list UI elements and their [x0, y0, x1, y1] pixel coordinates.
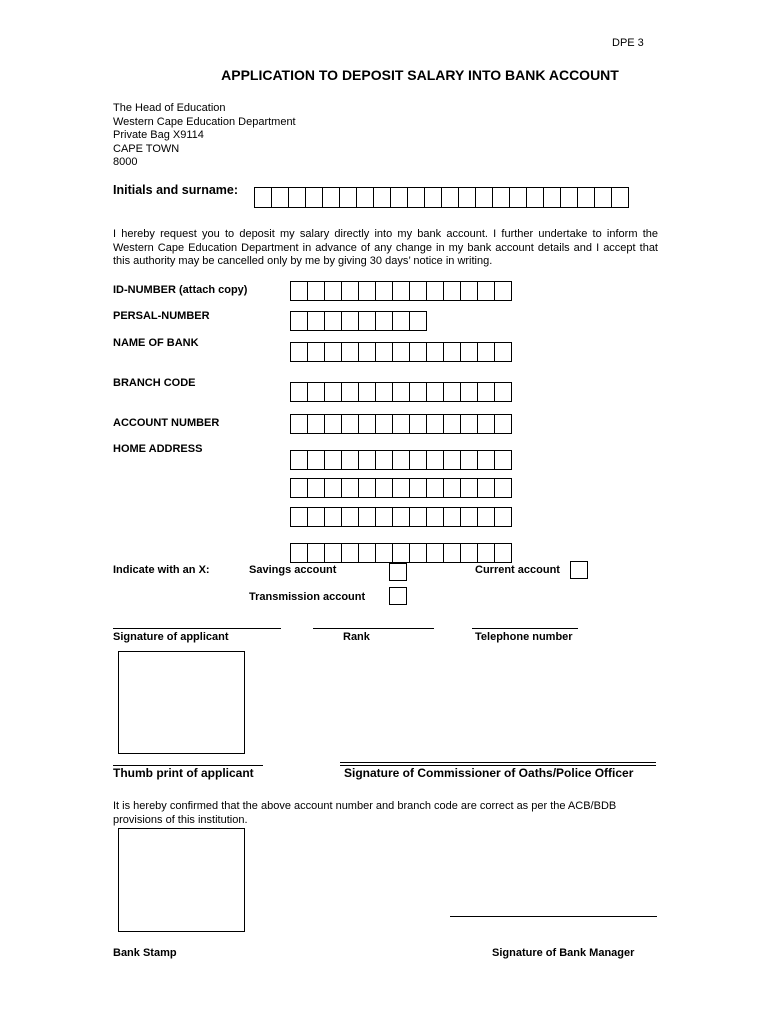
char-box[interactable]: [492, 187, 510, 208]
confirmation-paragraph: It is hereby confirmed that the above account number and branch code are correct as per the ACB/BDB provisions of this institution.: [113, 800, 617, 826]
char-box[interactable]: [392, 478, 410, 498]
home-address-line-2[interactable]: [290, 478, 511, 498]
char-box[interactable]: [494, 543, 512, 563]
char-box[interactable]: [324, 342, 342, 362]
char-box[interactable]: [341, 543, 359, 563]
char-box[interactable]: [458, 187, 476, 208]
char-box[interactable]: [426, 382, 444, 402]
char-box[interactable]: [254, 187, 272, 208]
char-box[interactable]: [426, 342, 444, 362]
address-line-4: CAPE TOWN: [113, 142, 180, 155]
char-box[interactable]: [594, 187, 612, 208]
char-box[interactable]: [305, 187, 323, 208]
char-box[interactable]: [409, 450, 427, 470]
char-box[interactable]: [375, 450, 393, 470]
char-box[interactable]: [460, 382, 478, 402]
persal-number-field[interactable]: [290, 311, 426, 331]
char-box[interactable]: [441, 187, 459, 208]
char-box[interactable]: [443, 543, 461, 563]
char-box[interactable]: [341, 281, 359, 301]
commissioner-signature-label: Signature of Commissioner of Oaths/Police Officer: [344, 766, 634, 780]
char-box[interactable]: [307, 543, 325, 563]
char-box[interactable]: [390, 187, 408, 208]
char-box[interactable]: [290, 450, 308, 470]
char-box[interactable]: [324, 281, 342, 301]
char-box[interactable]: [324, 450, 342, 470]
address-line-5: 8000: [113, 156, 138, 168]
char-box[interactable]: [290, 507, 308, 527]
char-box[interactable]: [341, 311, 359, 331]
char-box[interactable]: [494, 507, 512, 527]
char-box[interactable]: [409, 311, 427, 331]
char-box[interactable]: [375, 342, 393, 362]
telephone-label: Telephone number: [475, 631, 573, 643]
char-box[interactable]: [271, 187, 289, 208]
char-box[interactable]: [341, 507, 359, 527]
char-box[interactable]: [426, 281, 444, 301]
char-box[interactable]: [407, 187, 425, 208]
char-box[interactable]: [443, 382, 461, 402]
char-box[interactable]: [409, 342, 427, 362]
char-box[interactable]: [375, 382, 393, 402]
applicant-signature-label: Signature of applicant: [113, 631, 229, 643]
char-box[interactable]: [443, 281, 461, 301]
char-box[interactable]: [509, 187, 527, 208]
char-box[interactable]: [324, 543, 342, 563]
char-box[interactable]: [290, 543, 308, 563]
form-code: DPE 3: [612, 37, 644, 49]
char-box[interactable]: [358, 543, 376, 563]
char-box[interactable]: [358, 414, 376, 434]
char-box[interactable]: [392, 311, 410, 331]
char-box[interactable]: [358, 311, 376, 331]
char-box[interactable]: [392, 281, 410, 301]
char-box[interactable]: [288, 187, 306, 208]
char-box[interactable]: [460, 342, 478, 362]
char-box[interactable]: [426, 450, 444, 470]
char-box[interactable]: [460, 450, 478, 470]
thumb-print-label: Thumb print of applicant: [113, 766, 254, 780]
char-box[interactable]: [443, 450, 461, 470]
char-box[interactable]: [477, 543, 495, 563]
char-box[interactable]: [494, 478, 512, 498]
char-box[interactable]: [307, 478, 325, 498]
char-box[interactable]: [307, 450, 325, 470]
char-box[interactable]: [494, 281, 512, 301]
telephone-line[interactable]: [472, 628, 578, 629]
initials-label: Initials and surname:: [113, 183, 239, 197]
char-box[interactable]: [307, 281, 325, 301]
char-box[interactable]: [494, 342, 512, 362]
char-box[interactable]: [494, 414, 512, 434]
char-box[interactable]: [526, 187, 544, 208]
char-box[interactable]: [494, 450, 512, 470]
char-box[interactable]: [477, 382, 495, 402]
char-box[interactable]: [460, 281, 478, 301]
savings-account-label: Savings account: [249, 564, 337, 576]
bank-manager-signature-line[interactable]: [450, 916, 657, 917]
char-box[interactable]: [356, 187, 374, 208]
char-box[interactable]: [358, 382, 376, 402]
char-box[interactable]: [341, 382, 359, 402]
address-line-1: The Head of Education: [113, 102, 226, 114]
home-address-line-3[interactable]: [290, 507, 511, 527]
char-box[interactable]: [375, 478, 393, 498]
rank-label: Rank: [343, 631, 370, 643]
savings-account-checkbox[interactable]: [389, 563, 407, 581]
indicate-label: Indicate with an X:: [113, 564, 210, 576]
char-box[interactable]: [290, 342, 308, 362]
char-box[interactable]: [477, 478, 495, 498]
char-box[interactable]: [543, 187, 561, 208]
transmission-account-checkbox[interactable]: [389, 587, 407, 605]
account-number-field[interactable]: [290, 414, 511, 434]
char-box[interactable]: [477, 507, 495, 527]
char-box[interactable]: [477, 414, 495, 434]
char-box[interactable]: [426, 507, 444, 527]
applicant-signature-line[interactable]: [113, 628, 281, 629]
char-box[interactable]: [443, 478, 461, 498]
char-box[interactable]: [358, 450, 376, 470]
branch-code-field[interactable]: [290, 382, 511, 402]
char-box[interactable]: [324, 414, 342, 434]
char-box[interactable]: [324, 382, 342, 402]
char-box[interactable]: [475, 187, 493, 208]
char-box[interactable]: [460, 414, 478, 434]
request-paragraph: I hereby request you to deposit my salary directly into my bank account. I further undertake to inform the Western Cape Education Department in advance of any change in my bank account details and I accept that this authority may be cancelled only by me by giving 30 days’ notice in writing.: [113, 228, 658, 267]
home-address-line-1[interactable]: [290, 450, 511, 470]
char-box[interactable]: [477, 342, 495, 362]
char-box[interactable]: [307, 311, 325, 331]
char-box[interactable]: [426, 478, 444, 498]
char-box[interactable]: [460, 478, 478, 498]
account-number-label: ACCOUNT NUMBER: [113, 417, 220, 429]
char-box[interactable]: [409, 507, 427, 527]
char-box[interactable]: [324, 478, 342, 498]
char-box[interactable]: [375, 311, 393, 331]
name-of-bank-field[interactable]: [290, 342, 511, 362]
name-of-bank-label: NAME OF BANK: [113, 337, 199, 349]
char-box[interactable]: [409, 382, 427, 402]
char-box[interactable]: [443, 342, 461, 362]
rank-line[interactable]: [313, 628, 434, 629]
page-title: APPLICATION TO DEPOSIT SALARY INTO BANK ACCOUNT: [221, 67, 619, 83]
char-box[interactable]: [339, 187, 357, 208]
char-box[interactable]: [443, 507, 461, 527]
char-box[interactable]: [375, 414, 393, 434]
char-box[interactable]: [409, 478, 427, 498]
char-box[interactable]: [341, 342, 359, 362]
id-number-label: ID-NUMBER (attach copy): [113, 284, 248, 296]
char-box[interactable]: [426, 414, 444, 434]
char-box[interactable]: [307, 507, 325, 527]
address-line-3: Private Bag X9114: [113, 129, 204, 141]
char-box[interactable]: [290, 281, 308, 301]
char-box[interactable]: [341, 414, 359, 434]
char-box[interactable]: [307, 382, 325, 402]
char-box[interactable]: [443, 414, 461, 434]
char-box[interactable]: [290, 478, 308, 498]
char-box[interactable]: [307, 414, 325, 434]
char-box[interactable]: [392, 450, 410, 470]
char-box[interactable]: [375, 543, 393, 563]
current-account-label: Current account: [475, 564, 560, 576]
char-box[interactable]: [341, 478, 359, 498]
char-box[interactable]: [577, 187, 595, 208]
bank-manager-label: Signature of Bank Manager: [492, 947, 635, 959]
char-box[interactable]: [426, 543, 444, 563]
char-box[interactable]: [375, 281, 393, 301]
initials-surname-field[interactable]: [254, 187, 628, 208]
char-box[interactable]: [392, 543, 410, 563]
char-box[interactable]: [477, 450, 495, 470]
char-box[interactable]: [409, 414, 427, 434]
char-box[interactable]: [290, 414, 308, 434]
current-account-checkbox[interactable]: [570, 561, 588, 579]
char-box[interactable]: [307, 342, 325, 362]
char-box[interactable]: [477, 281, 495, 301]
bank-stamp-box[interactable]: [118, 828, 245, 932]
char-box[interactable]: [322, 187, 340, 208]
char-box[interactable]: [375, 507, 393, 527]
char-box[interactable]: [358, 281, 376, 301]
bank-stamp-label: Bank Stamp: [113, 947, 177, 959]
char-box[interactable]: [460, 507, 478, 527]
char-box[interactable]: [358, 507, 376, 527]
char-box[interactable]: [341, 450, 359, 470]
transmission-account-label: Transmission account: [249, 591, 366, 603]
id-number-field[interactable]: [290, 281, 511, 301]
char-box[interactable]: [494, 382, 512, 402]
commissioner-signature-line[interactable]: [340, 762, 656, 763]
char-box[interactable]: [392, 382, 410, 402]
char-box[interactable]: [460, 543, 478, 563]
char-box[interactable]: [373, 187, 391, 208]
char-box[interactable]: [424, 187, 442, 208]
branch-code-label: BRANCH CODE: [113, 377, 196, 389]
char-box[interactable]: [290, 311, 308, 331]
char-box[interactable]: [324, 507, 342, 527]
char-box[interactable]: [409, 281, 427, 301]
char-box[interactable]: [358, 342, 376, 362]
char-box[interactable]: [392, 414, 410, 434]
address-block: [113, 102, 296, 170]
home-address-label: HOME ADDRESS: [113, 443, 203, 455]
char-box[interactable]: [560, 187, 578, 208]
char-box[interactable]: [290, 382, 308, 402]
char-box[interactable]: [409, 543, 427, 563]
char-box[interactable]: [358, 478, 376, 498]
char-box[interactable]: [324, 311, 342, 331]
thumb-print-box[interactable]: [118, 651, 245, 754]
home-address-line-4[interactable]: [290, 543, 511, 563]
char-box[interactable]: [392, 342, 410, 362]
char-box[interactable]: [611, 187, 629, 208]
persal-number-label: PERSAL-NUMBER: [113, 310, 210, 322]
char-box[interactable]: [392, 507, 410, 527]
address-line-2: Western Cape Education Department: [113, 115, 296, 128]
